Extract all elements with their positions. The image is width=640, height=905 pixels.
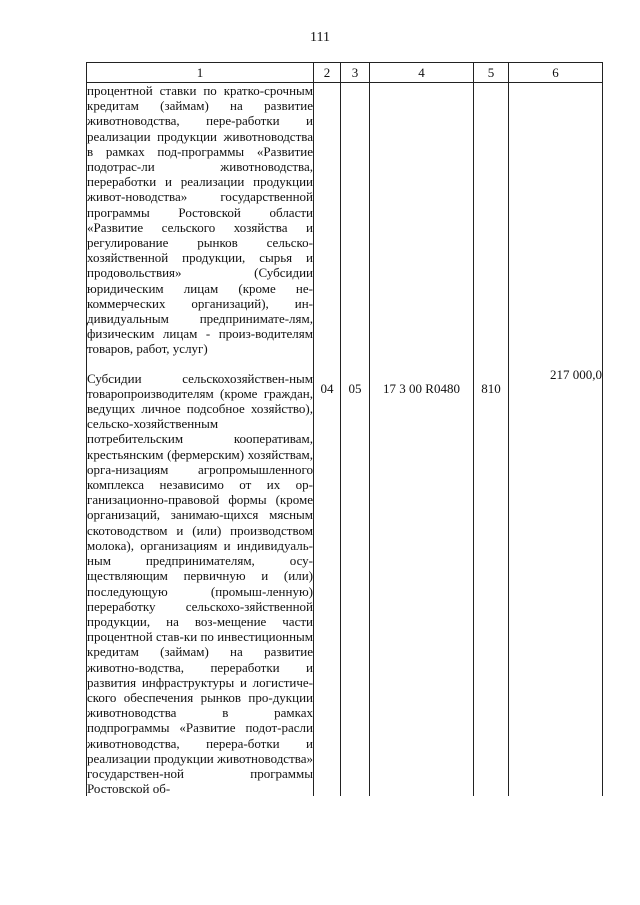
section-code: 04 — [314, 367, 341, 797]
expense-type-code — [474, 83, 509, 367]
column-header: 2 — [314, 63, 341, 83]
amount — [509, 83, 603, 367]
target-article-code: 17 3 00 R0480 — [370, 367, 474, 797]
subsection-code: 05 — [341, 367, 370, 797]
subsection-code — [341, 83, 370, 367]
section-code — [314, 83, 341, 367]
row-description: Субсидии сельскохозяйствен-ным товаропроизводителям (кроме граждан, ведущих личное подсобное хозяйство), сельско-хозяйственным потребительским кооперативам, крестьянским (фермерским) хозяйствам, орга-низациям агропромышленного комплекса независимо от их ор-ганизационно-правовой формы (кроме организаций, занимаю-щихся мясным скотоводством и (или) производством молока), организациям и индивидуаль-ным предпринимателям, осу-ществляющим первичную и (или) последующую (промыш-ленную) переработку сельскохо-зяйственной продукции, на воз-мещение части процентной став-ки по инвестиционным кредитам (займам) на развитие животно-водства, переработки и развития инфраструктуры и логистиче-ского обеспечения рынков про-дукции животноводства в рамках подпрограммы «Развитие подот-расли животноводства, перера-ботки и реализации продукции животноводства» государствен-ной программы Ростовской об- — [87, 367, 314, 797]
column-header: 5 — [474, 63, 509, 83]
table-row — [87, 83, 603, 367]
column-header: 6 — [509, 63, 603, 83]
column-header: 1 — [87, 63, 314, 83]
expense-type-code: 810 — [474, 367, 509, 797]
table-row — [87, 367, 603, 797]
amount: 217 000,0 — [509, 367, 603, 797]
budget-table — [86, 62, 603, 796]
table-header-row — [87, 63, 603, 83]
page-number: 111 — [310, 30, 330, 45]
column-header: 4 — [370, 63, 474, 83]
row-description: процентной ставки по кратко-срочным кредитам (займам) на развитие животноводства, пере-работки и реализации продукции животноводства в рамках под-программы «Развитие подотрас-ли животноводства, переработки и реализации продукции живот-новодства» государственной программы Ростовской области «Развитие сельского хозяйства и регулирование рынков сельско-хозяйственной продукции, сырья и продовольствия» (Субсидии юридическим лицам (кроме не-коммерческих организаций), ин-дивидуальным предпринимате-лям, физическим лицам - произ-водителям товаров, работ, услуг) — [87, 83, 314, 367]
target-article-code — [370, 83, 474, 367]
column-header: 3 — [341, 63, 370, 83]
